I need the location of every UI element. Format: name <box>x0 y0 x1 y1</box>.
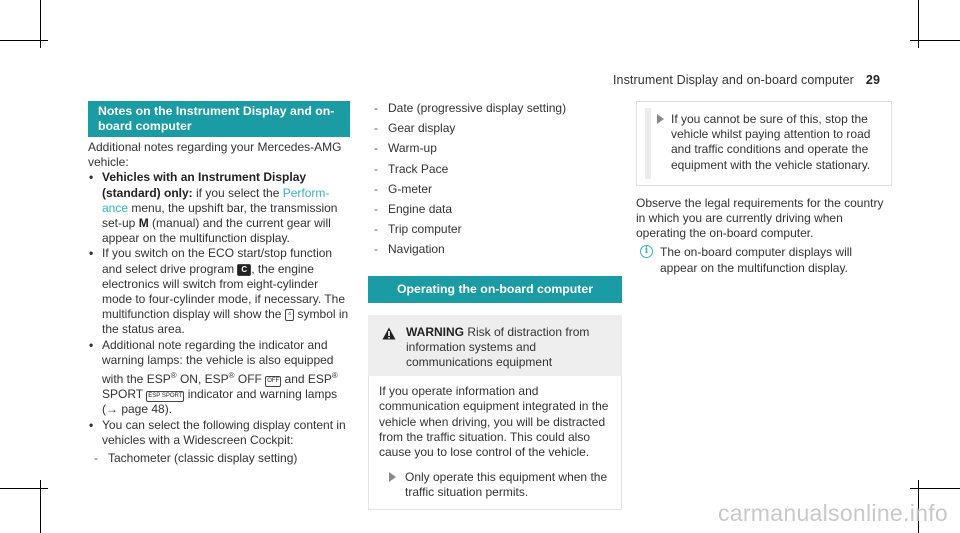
list-item <box>368 242 622 257</box>
watermark: carmanualsonline.info <box>717 500 948 526</box>
drive-program-c-icon: C <box>237 264 251 276</box>
bullet-item <box>88 338 350 418</box>
dash-icon: - <box>374 181 378 196</box>
warning-box <box>368 315 622 377</box>
action-item <box>647 112 881 173</box>
list-item-text: Gear display <box>388 121 456 136</box>
bullet-icon: • <box>89 417 94 432</box>
intro-text: Additional notes regarding your Mercedes-AMG vehicle: <box>88 140 342 170</box>
crop-mark <box>0 488 48 489</box>
list-item-text: G-meter <box>388 181 433 196</box>
bullet-text: and ESP <box>281 372 332 387</box>
dash-icon: - <box>374 161 378 176</box>
list-item <box>368 182 622 197</box>
section-heading-operating: Operating the on-board computer <box>368 276 622 303</box>
bullet-bold-lead: Vehicles with an Instrument Display (standard) only: <box>102 170 307 200</box>
bullet-text: If you switch on the ECO start/stop function and select drive program <box>102 246 333 276</box>
list-item <box>368 162 622 177</box>
info-icon: i <box>640 245 653 258</box>
bullet-item <box>88 246 350 337</box>
list-item-text: Date (progressive display setting) <box>388 101 567 115</box>
registered-mark: ® <box>170 371 177 381</box>
note-text: The on-board computer displays will appear on the multifunction display. <box>660 245 853 275</box>
list-item <box>368 101 622 116</box>
bullet-text: , the engine electronics will switch from eight-cylinder mode to four-cylinder mode, if necessary. The multifunction display will show the <box>102 261 345 322</box>
bullet-text: (manual) and the current gear will appear on the multifunction display. <box>102 216 331 246</box>
dash-icon: - <box>94 451 98 466</box>
running-header <box>613 73 880 87</box>
list-item <box>368 141 622 156</box>
performance-link[interactable]: Perform-ance <box>102 185 330 215</box>
list-item-text: Warm-up <box>388 141 437 156</box>
note-item <box>636 245 892 275</box>
bullet-text: menu, the upshift bar, the transmission set-up <box>102 200 338 231</box>
registered-mark: ® <box>331 371 338 381</box>
warning-continuation-box <box>636 101 892 186</box>
column-right <box>636 101 892 276</box>
four-cylinder-icon: ⁴ <box>285 309 294 321</box>
bullet-icon: • <box>89 246 94 261</box>
registered-mark: ® <box>228 371 235 381</box>
bullet-text: ON, ESP <box>176 372 229 387</box>
esp-sport-icon: ESP SPORT <box>146 391 184 402</box>
dash-icon: - <box>374 242 378 257</box>
page-number: 29 <box>865 73 880 87</box>
bullet-text: if you select the <box>192 185 283 200</box>
esp-off-icon: OFF <box>265 376 281 387</box>
bullet-text: indicator and warning lamps (→ page 48). <box>102 387 338 417</box>
list-item-text: Tachometer (classic display setting) <box>108 451 298 466</box>
warning-description: Risk of distraction from information systems and communications equipment <box>406 324 590 370</box>
list-item <box>368 202 622 217</box>
dash-icon: - <box>374 121 378 136</box>
list-item <box>368 121 622 136</box>
dash-icon: - <box>374 222 378 237</box>
bullet-text: Additional note regarding the indicator and warning lamps: the vehicle is also equipped with the ESP <box>102 337 334 387</box>
dash-icon: - <box>374 202 378 217</box>
list-item <box>368 222 622 237</box>
bullet-icon: • <box>89 337 94 352</box>
warning-text <box>378 325 612 371</box>
list-item-text: Track Pace <box>388 161 449 176</box>
warning-body-text: If you operate information and communication equipment integrated in the vehicle when driving, you will be distracted from the traffic situation. This could also cause you to lose control of the vehicle. <box>379 384 609 460</box>
section-heading-notes: Notes on the Instrument Display and on-board computer <box>88 101 350 137</box>
bullet-icon: • <box>89 170 94 185</box>
warning-triangle-icon <box>382 327 396 340</box>
action-arrow-icon <box>389 472 396 482</box>
list-item-text: Engine data <box>388 202 453 217</box>
bullet-text: OFF <box>234 372 266 387</box>
list-item-text: Navigation <box>388 242 445 257</box>
warning-body <box>368 376 622 509</box>
list-item-text: Trip computer <box>388 222 462 237</box>
bullet-item <box>88 418 350 448</box>
action-text: Only operate this equipment when the traffic situation permits. <box>405 470 608 500</box>
bullet-text: You can select the following display content in vehicles with a Widescreen Cockpit: <box>102 417 346 447</box>
crop-mark <box>0 40 48 41</box>
warning-label: WARNING <box>406 324 464 339</box>
running-title: Instrument Display and on-board computer <box>612 73 854 87</box>
bullet-item <box>88 170 350 246</box>
column-left <box>88 101 350 466</box>
observe-text: Observe the legal requirements for the country in which you are currently driving when operating the on-board computer. <box>636 195 884 241</box>
action-text: If you cannot be sure of this, stop the vehicle whilst paying attention to road and traffic conditions and operate the equipment with the vehicle stationary. <box>671 112 871 172</box>
dash-icon: - <box>374 141 378 156</box>
bullet-text: symbol in the status area. <box>102 307 349 337</box>
crop-mark <box>910 40 960 41</box>
manual-m: M <box>138 216 149 231</box>
action-arrow-icon <box>657 114 664 124</box>
list-item <box>88 451 350 466</box>
column-middle <box>368 101 622 510</box>
bullet-text: SPORT <box>102 387 147 402</box>
action-item <box>379 470 611 500</box>
dash-icon: - <box>374 101 378 115</box>
crop-mark <box>910 488 960 489</box>
